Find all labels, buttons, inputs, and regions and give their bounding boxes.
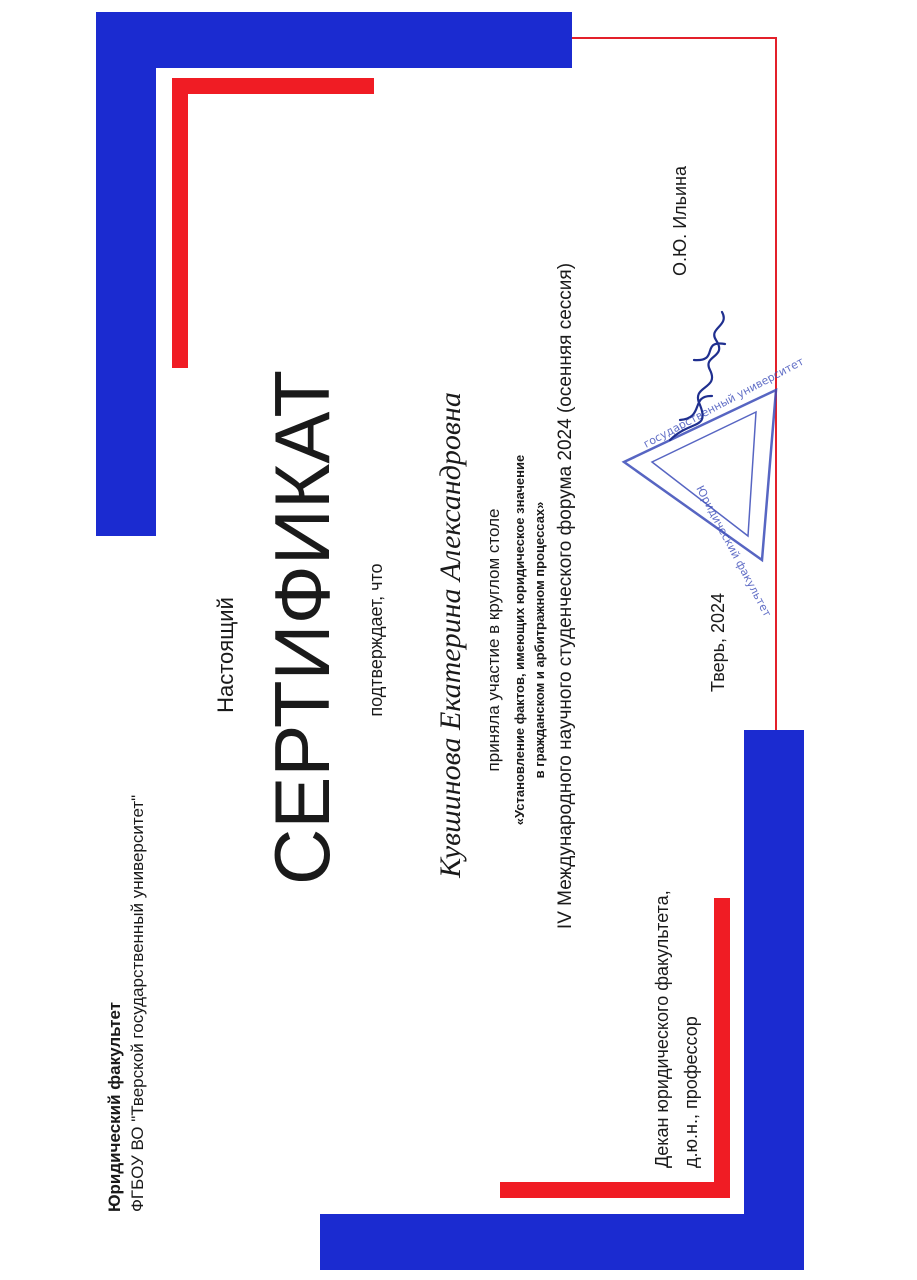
university-label: ФГБОУ ВО "Тверской государственный университет" [128, 794, 147, 1212]
frame-left-red-bar [172, 78, 188, 368]
topic-line-1: «Установление фактов, имеющих юридическое значение [512, 454, 527, 826]
frame-left-blue-bar [96, 12, 156, 536]
dean-position: Декан юридического факультета, [652, 890, 672, 1168]
recipient-name: Кувшинова Екатерина Александровна [434, 392, 467, 878]
topic-line-2: в гражданском и арбитражном процессах» [532, 501, 547, 779]
place-date: Тверь, 2024 [708, 592, 728, 692]
dean-degree: д.ю.н., профессор [681, 1016, 701, 1168]
frame-bottom-red-bar [500, 1182, 730, 1198]
dean-name: О.Ю. Ильина [670, 165, 690, 276]
frame-top-red-bar [178, 78, 374, 94]
svg-text:Юридический факультет: Юридический факультет [693, 483, 774, 620]
frame-thin-red-top [572, 37, 777, 39]
certificate-title: СЕРТИФИКАТ [258, 370, 346, 885]
frame-bottom-blue-bar [320, 1214, 804, 1270]
forum-text: IV Международного научного студенческого форума 2024 (осенняя сессия) [555, 262, 576, 930]
faculty-label: Юридический факультет [105, 1001, 124, 1212]
confirms-text: подтверждает, что [366, 563, 386, 717]
frame-right-red-bar [714, 898, 730, 1196]
signature-icon [650, 300, 740, 450]
frame-right-blue-bar [744, 730, 804, 1270]
intro-text: Настоящий [213, 597, 238, 713]
participation-text: приняла участие в круглом столе [484, 508, 503, 772]
signature-mark [650, 300, 740, 450]
frame-top-blue-bar [100, 12, 572, 68]
svg-text:государственный университет: государственный университет [641, 354, 807, 451]
